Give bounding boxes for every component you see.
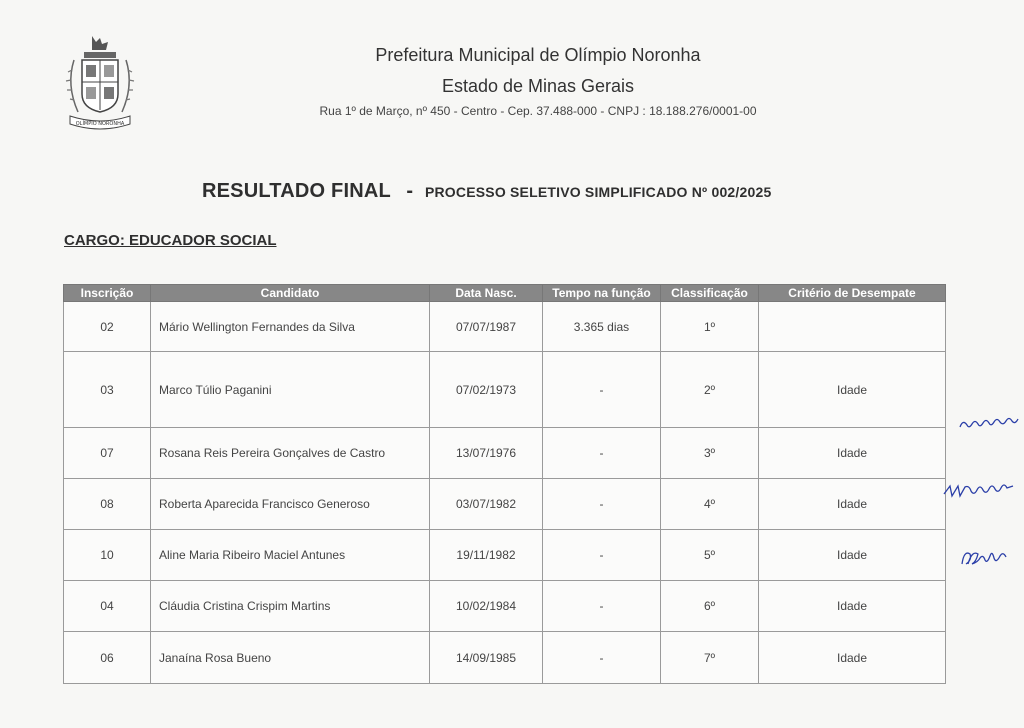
col-header-candidato: Candidato — [151, 285, 430, 302]
cell-inscricao: 08 — [64, 479, 151, 530]
cell-candidato: Janaína Rosa Bueno — [151, 632, 430, 684]
cell-inscricao: 06 — [64, 632, 151, 684]
cell-classificacao: 6º — [661, 581, 759, 632]
cargo-heading: CARGO: EDUCADOR SOCIAL — [64, 232, 277, 249]
table-row — [64, 428, 946, 479]
table-row — [64, 479, 946, 530]
col-header-criterio: Critério de Desempate — [759, 285, 946, 302]
cell-criterio: Idade — [759, 479, 946, 530]
cell-inscricao: 02 — [64, 302, 151, 352]
cell-candidato: Mário Wellington Fernandes da Silva — [151, 302, 430, 352]
cell-data-nasc: 13/07/1976 — [430, 428, 543, 479]
cell-criterio: Idade — [759, 581, 946, 632]
address-line: Rua 1º de Março, nº 450 - Centro - Cep. 37.488-000 - CNPJ : 18.188.276/0001-00 — [319, 104, 757, 118]
handwritten-signature-2 — [942, 480, 1024, 502]
table-row — [64, 632, 946, 684]
cell-data-nasc: 19/11/1982 — [430, 530, 543, 581]
cell-tempo: - — [543, 428, 661, 479]
title-subtitle: PROCESSO SELETIVO SIMPLIFICADO Nº 002/2025 — [424, 184, 772, 200]
cell-classificacao: 1º — [661, 302, 759, 352]
cell-data-nasc: 03/07/1982 — [430, 479, 543, 530]
cell-tempo: - — [543, 352, 661, 428]
col-header-data-nasc: Data Nasc. — [430, 285, 543, 302]
cell-inscricao: 03 — [64, 352, 151, 428]
cell-criterio: Idade — [759, 530, 946, 581]
cell-tempo: - — [543, 632, 661, 684]
cell-candidato: Rosana Reis Pereira Gonçalves de Castro — [151, 428, 430, 479]
cell-data-nasc: 10/02/1984 — [430, 581, 543, 632]
title-main: RESULTADO FINAL — [202, 180, 391, 202]
cell-classificacao: 2º — [661, 352, 759, 428]
handwritten-signature-3 — [958, 548, 1020, 570]
cell-classificacao: 5º — [661, 530, 759, 581]
cell-tempo: - — [543, 479, 661, 530]
col-header-classificacao: Classificação — [661, 285, 759, 302]
cell-tempo: - — [543, 581, 661, 632]
cell-classificacao: 4º — [661, 479, 759, 530]
cell-candidato: Aline Maria Ribeiro Maciel Antunes — [151, 530, 430, 581]
handwritten-signature-1 — [956, 415, 1024, 435]
cell-candidato: Roberta Aparecida Francisco Generoso — [151, 479, 430, 530]
col-header-inscricao: Inscrição — [64, 285, 151, 302]
title-dash: - — [406, 180, 414, 202]
table-row — [64, 302, 946, 352]
table-row — [64, 352, 946, 428]
cell-criterio: Idade — [759, 352, 946, 428]
cell-criterio: Idade — [759, 632, 946, 684]
cell-inscricao: 04 — [64, 581, 151, 632]
table-row — [64, 530, 946, 581]
cell-tempo: 3.365 dias — [543, 302, 661, 352]
cell-inscricao: 10 — [64, 530, 151, 581]
cell-classificacao: 7º — [661, 632, 759, 684]
document-title — [202, 180, 771, 203]
municipality-name: Prefeitura Municipal de Olímpio Noronha — [375, 45, 701, 65]
cell-tempo: - — [543, 530, 661, 581]
cell-criterio: Idade — [759, 428, 946, 479]
results-table — [63, 284, 946, 684]
cell-candidato: Marco Túlio Paganini — [151, 352, 430, 428]
table-header-row — [64, 285, 946, 302]
cell-classificacao: 3º — [661, 428, 759, 479]
col-header-tempo: Tempo na função — [543, 285, 661, 302]
cell-data-nasc: 07/07/1987 — [430, 302, 543, 352]
cell-data-nasc: 14/09/1985 — [430, 632, 543, 684]
table-row — [64, 581, 946, 632]
state-name: Estado de Minas Gerais — [441, 76, 635, 96]
cell-criterio — [759, 302, 946, 352]
crest-banner-text: OLÍMPIO NORONHA — [75, 121, 125, 127]
cell-inscricao: 07 — [64, 428, 151, 479]
cell-candidato: Cláudia Cristina Crispim Martins — [151, 581, 430, 632]
cell-data-nasc: 07/02/1973 — [430, 352, 543, 428]
